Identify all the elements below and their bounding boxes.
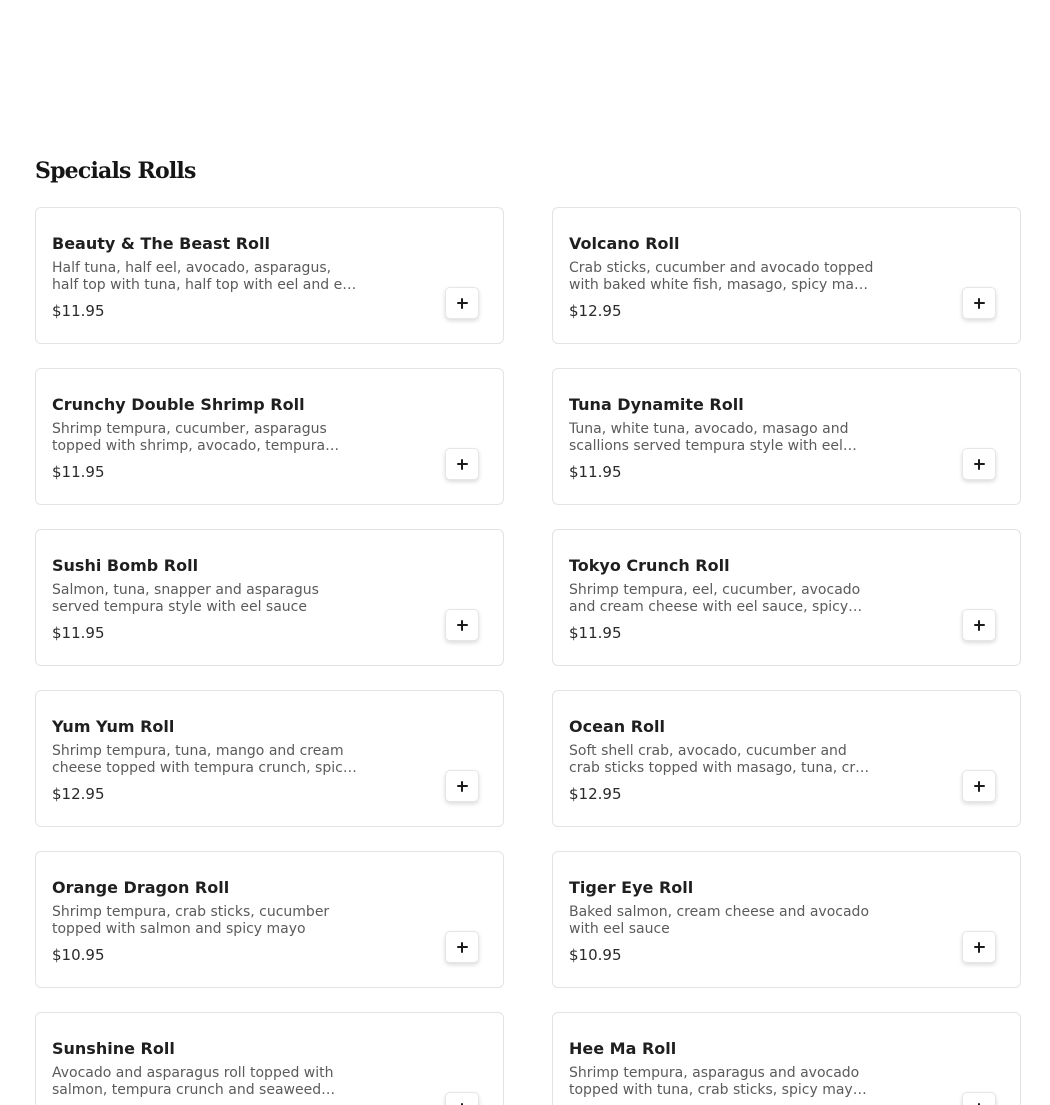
section-title: Specials Rolls bbox=[35, 158, 196, 184]
item-description: Tuna, white tuna, avocado, masago and scallions served tempura style with eel bbox=[569, 421, 849, 454]
item-price: $11.95 bbox=[52, 624, 105, 642]
item-name: Tokyo Crunch Roll bbox=[569, 556, 730, 575]
plus-icon bbox=[457, 459, 468, 470]
item-name: Yum Yum Roll bbox=[52, 717, 175, 736]
item-description: Avocado and asparagus roll topped with salmon, tempura crunch and seaweed bbox=[52, 1065, 334, 1098]
item-description: Baked salmon, cream cheese and avocado with eel sauce bbox=[569, 904, 870, 937]
menu-item-card[interactable] bbox=[552, 368, 1021, 505]
add-to-cart-button[interactable] bbox=[445, 448, 479, 480]
menu-item-card[interactable] bbox=[35, 207, 504, 344]
item-description: Shrimp tempura, asparagus and avocado topped with tuna, crab sticks, spicy mayo, bbox=[569, 1065, 866, 1098]
menu-item-card[interactable] bbox=[552, 207, 1021, 344]
item-description: Shrimp tempura, crab sticks, cucumber topped with salmon and spicy mayo bbox=[52, 904, 330, 937]
menu-item-card[interactable] bbox=[552, 1012, 1021, 1105]
add-to-cart-button[interactable] bbox=[962, 609, 996, 641]
plus-icon bbox=[974, 298, 985, 309]
menu-item-card[interactable] bbox=[552, 851, 1021, 988]
item-name: Beauty & The Beast Roll bbox=[52, 234, 270, 253]
plus-icon bbox=[974, 620, 985, 631]
item-name: Hee Ma Roll bbox=[569, 1039, 677, 1058]
add-to-cart-button[interactable] bbox=[445, 287, 479, 319]
plus-icon bbox=[974, 459, 985, 470]
add-to-cart-button[interactable] bbox=[445, 770, 479, 802]
menu-item-card[interactable] bbox=[35, 690, 504, 827]
add-to-cart-button[interactable] bbox=[445, 1092, 479, 1105]
add-to-cart-button[interactable] bbox=[962, 770, 996, 802]
item-name: Ocean Roll bbox=[569, 717, 665, 736]
item-name: Tuna Dynamite Roll bbox=[569, 395, 744, 414]
item-price: $11.95 bbox=[52, 302, 105, 320]
add-to-cart-button[interactable] bbox=[962, 448, 996, 480]
item-name: Volcano Roll bbox=[569, 234, 680, 253]
item-price: $11.95 bbox=[569, 463, 622, 481]
item-price: $12.95 bbox=[569, 785, 622, 803]
menu-item-card[interactable] bbox=[35, 368, 504, 505]
item-price: $11.95 bbox=[52, 463, 105, 481]
item-name: Sushi Bomb Roll bbox=[52, 556, 199, 575]
item-description: Salmon, tuna, snapper and asparagus served tempura style with eel sauce bbox=[52, 582, 319, 615]
add-to-cart-button[interactable] bbox=[962, 931, 996, 963]
plus-icon bbox=[457, 942, 468, 953]
item-description: Soft shell crab, avocado, cucumber and crab sticks topped with masago, tuna, crab bbox=[569, 743, 873, 776]
plus-icon bbox=[457, 298, 468, 309]
item-name: Orange Dragon Roll bbox=[52, 878, 230, 897]
item-description: Shrimp tempura, eel, cucumber, avocado and cream cheese with eel sauce, spicy bbox=[569, 582, 861, 615]
item-description: Crab sticks, cucumber and avocado topped with baked white fish, masago, spicy mayo bbox=[569, 260, 874, 293]
plus-icon bbox=[457, 781, 468, 792]
item-price: $11.95 bbox=[569, 624, 622, 642]
plus-icon bbox=[974, 781, 985, 792]
item-description: Shrimp tempura, cucumber, asparagus topped with shrimp, avocado, tempura bbox=[52, 421, 327, 454]
add-to-cart-button[interactable] bbox=[445, 931, 479, 963]
menu-item-card[interactable] bbox=[35, 529, 504, 666]
item-description: Shrimp tempura, tuna, mango and cream cheese topped with tempura crunch, spicy bbox=[52, 743, 352, 776]
add-to-cart-button[interactable] bbox=[962, 1092, 996, 1105]
item-name: Crunchy Double Shrimp Roll bbox=[52, 395, 305, 414]
item-price: $10.95 bbox=[52, 946, 105, 964]
item-price: $12.95 bbox=[52, 785, 105, 803]
item-name: Tiger Eye Roll bbox=[569, 878, 694, 897]
menu-item-card[interactable] bbox=[35, 1012, 504, 1105]
add-to-cart-button[interactable] bbox=[962, 287, 996, 319]
item-price: $12.95 bbox=[569, 302, 622, 320]
menu-item-card[interactable] bbox=[552, 690, 1021, 827]
plus-icon bbox=[974, 942, 985, 953]
plus-icon bbox=[457, 620, 468, 631]
menu-item-card[interactable] bbox=[35, 851, 504, 988]
add-to-cart-button[interactable] bbox=[445, 609, 479, 641]
item-price: $10.95 bbox=[569, 946, 622, 964]
menu-items-grid bbox=[35, 207, 1021, 1105]
item-name: Sunshine Roll bbox=[52, 1039, 175, 1058]
menu-item-card[interactable] bbox=[552, 529, 1021, 666]
item-description: Half tuna, half eel, avocado, asparagus, half top with tuna, half top with eel and eel bbox=[52, 260, 355, 293]
